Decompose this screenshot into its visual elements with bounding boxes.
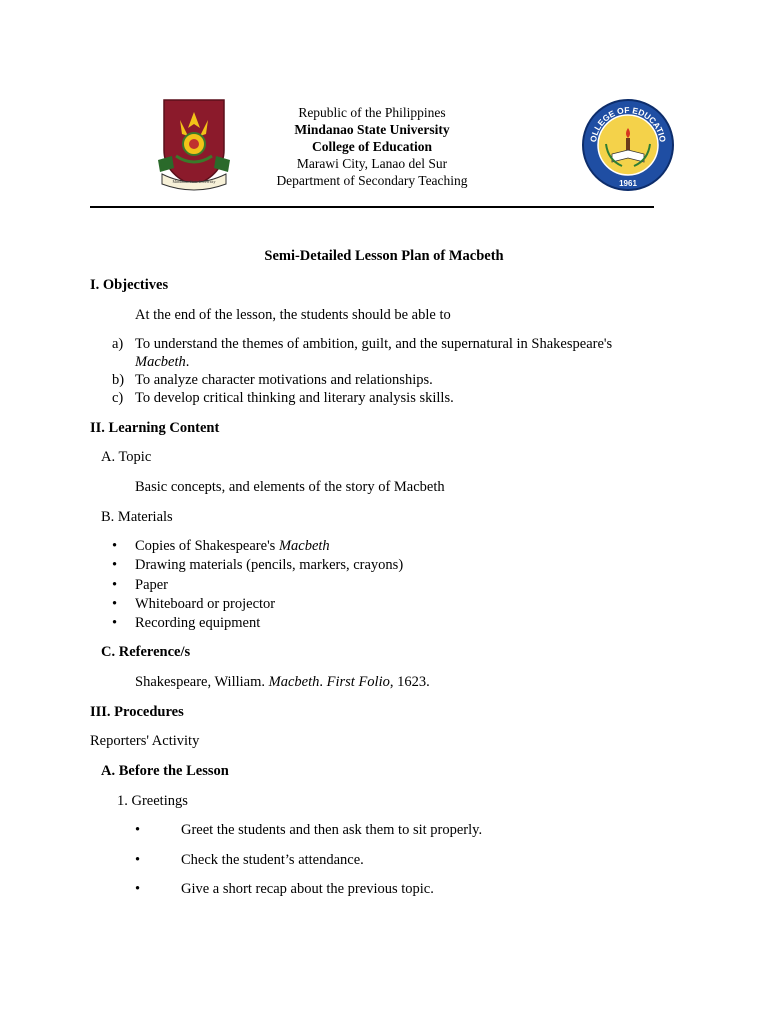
- procedures-heading: III. Procedures: [90, 704, 184, 720]
- reference-sep: .: [319, 674, 327, 690]
- macbeth-italic: Macbeth: [135, 354, 186, 370]
- header-republic: Republic of the Philippines: [298, 105, 446, 120]
- objective-marker-a: a): [112, 336, 124, 352]
- material-item-1: [135, 537, 330, 555]
- material-item-4: Whiteboard or projector: [135, 596, 276, 612]
- reference-year: , 1623.: [389, 674, 430, 690]
- material-item-3: Paper: [135, 577, 169, 593]
- material-item-2: Drawing materials (pencils, markers, crayons): [135, 557, 404, 573]
- objective-text-c: To develop critical thinking and literary analysis skills.: [135, 390, 454, 406]
- learning-content-heading: II. Learning Content: [90, 420, 220, 436]
- header-college: College of Education: [312, 139, 432, 154]
- reference-author: Shakespeare, William.: [135, 674, 269, 690]
- topic-text: Basic concepts, and elements of the story of Macbeth: [135, 479, 445, 495]
- msu-seal-logo: [156, 98, 232, 194]
- materials-bullet-5: •: [112, 615, 118, 631]
- materials-label: B. Materials: [101, 509, 173, 525]
- references-label: C. Reference/s: [101, 644, 191, 660]
- material-item-1-text: Copies of Shakespeare's: [135, 538, 279, 554]
- reference-entry: [135, 673, 430, 691]
- topic-label: A. Topic: [101, 449, 152, 465]
- objectives-heading: I. Objectives: [90, 277, 169, 293]
- header-department: Department of Secondary Teaching: [276, 173, 468, 188]
- material-item-5: Recording equipment: [135, 615, 261, 631]
- objective-marker-b: b): [112, 372, 125, 388]
- greeting-item-2: Check the student’s attendance.: [181, 852, 364, 868]
- header-location: Marawi City, Lanao del Sur: [296, 156, 448, 171]
- reference-edition: First Folio: [326, 674, 390, 690]
- greeting-item-3: Give a short recap about the previous topic.: [181, 881, 434, 897]
- objective-marker-c: c): [112, 390, 124, 406]
- objectives-intro: At the end of the lesson, the students should be able to: [135, 307, 451, 323]
- materials-bullet-2: •: [112, 557, 118, 573]
- msu-seal-ribbon-text: Mindanao State University: [172, 179, 216, 184]
- reference-title: Macbeth: [268, 674, 320, 690]
- header-university: Mindanao State University: [294, 122, 450, 137]
- before-lesson-label: A. Before the Lesson: [101, 763, 229, 779]
- objective-text-a-cont: [135, 353, 189, 371]
- reporters-activity: Reporters' Activity: [90, 733, 200, 749]
- college-of-education-seal-logo: [582, 98, 674, 192]
- greeting-item-1: Greet the students and then ask them to sit properly.: [181, 822, 483, 838]
- objective-text-b: To analyze character motivations and relationships.: [135, 372, 433, 388]
- college-seal-ring-text: OLLEGE OF EDUCATIO: [588, 104, 668, 143]
- material-item-1-italic: Macbeth: [278, 538, 330, 554]
- greeting-bullet-1: •: [135, 822, 141, 838]
- greeting-bullet-2: •: [135, 852, 141, 868]
- document-title: Semi-Detailed Lesson Plan of Macbeth: [264, 248, 504, 264]
- objective-a-period: .: [185, 354, 190, 370]
- materials-bullet-3: •: [112, 577, 118, 593]
- materials-bullet-1: •: [112, 538, 118, 554]
- greeting-bullet-3: •: [135, 881, 141, 897]
- objective-text-a: To understand the themes of ambition, guilt, and the supernatural in Shakespeare's: [135, 336, 613, 352]
- header-divider: [90, 206, 654, 208]
- college-seal-year: 1961: [619, 179, 637, 188]
- greetings-label: 1. Greetings: [117, 793, 188, 809]
- materials-bullet-4: •: [112, 596, 118, 612]
